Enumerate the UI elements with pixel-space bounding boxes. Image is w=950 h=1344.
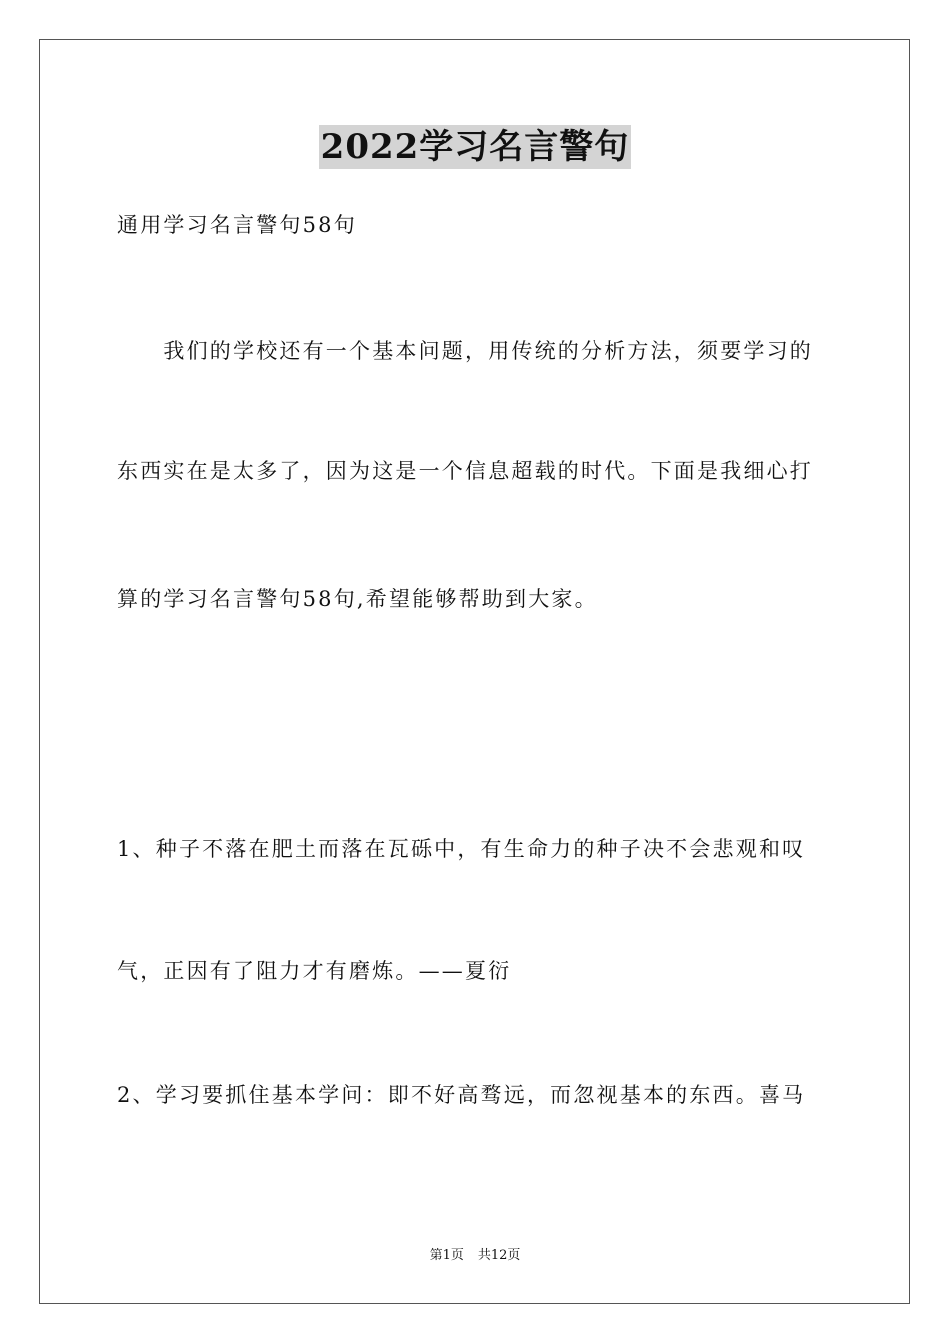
- quote-2-line-1: 2、学习要抓住基本学问：即不好高骛远，而忽视基本的东西。喜马: [117, 1083, 806, 1107]
- quote-1-line-1: 1、种子不落在肥土而落在瓦砾中，有生命力的种子决不会悲观和叹: [117, 837, 806, 861]
- quote-1-line-2: 气，正因有了阻力才有磨炼。——夏衍: [117, 959, 512, 983]
- paragraph-line-1: 我们的学校还有一个基本问题，用传统的分析方法，须要学习的: [117, 339, 813, 363]
- document-title: 2022学习名言警句: [320, 127, 630, 167]
- paragraph-line-2: 东西实在是太多了，因为这是一个信息超载的时代。下面是我细心打: [117, 459, 813, 483]
- page-footer: [0, 1247, 950, 1265]
- page-number: 第1页: [429, 1248, 464, 1263]
- document-subtitle: 通用学习名言警句58句: [117, 213, 357, 237]
- paragraph-line-3: 算的学习名言警句58句,希望能够帮助到大家。: [117, 587, 598, 611]
- page-total: 共12页: [477, 1248, 521, 1263]
- document-title-wrapper: [0, 125, 950, 169]
